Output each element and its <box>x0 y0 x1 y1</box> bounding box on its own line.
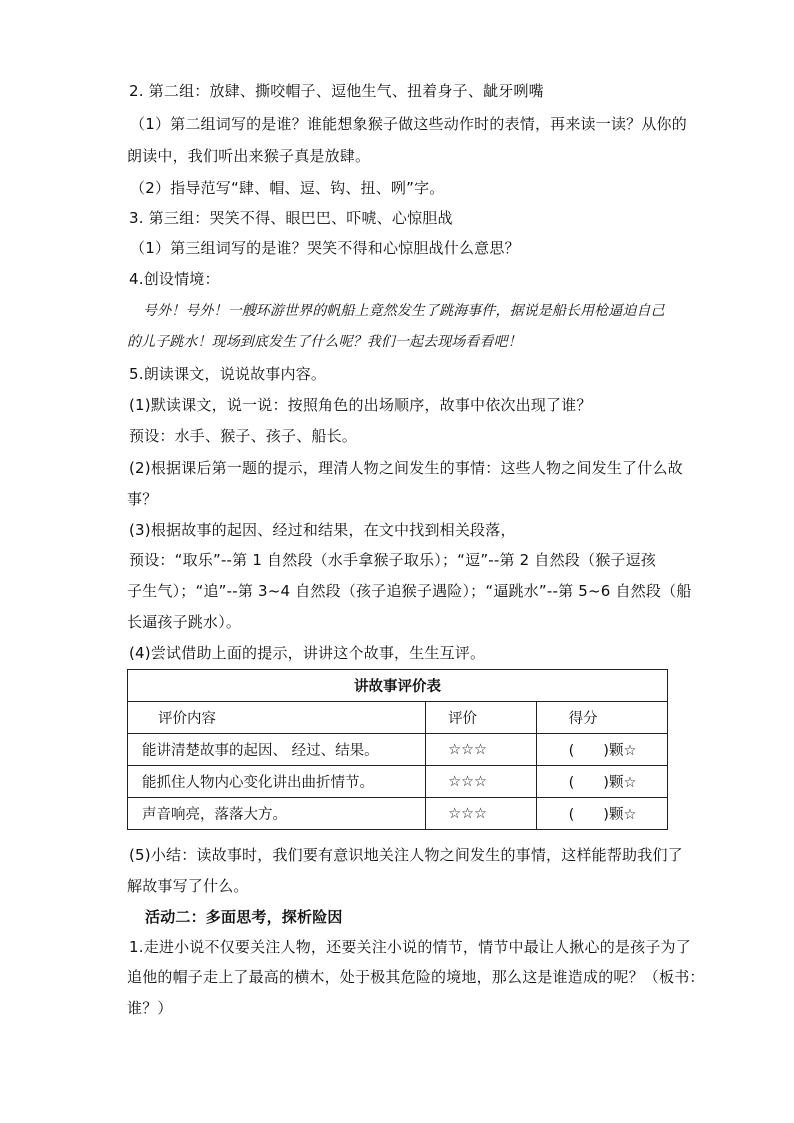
paragraph-line: (1)默读课文，说一说：按照角色的出场顺序，故事中依次出现了谁？ <box>129 396 592 414</box>
star-rating: ☆☆☆ <box>426 734 537 766</box>
table-cell: 能抓住人物内心变化讲出曲折情节。 <box>128 766 426 798</box>
section-heading: 5.朗读课文，说说故事内容。 <box>129 365 327 383</box>
table-header-cell: 得分 <box>536 702 667 734</box>
paragraph-line: (4)尝试借助上面的提示，讲讲这个故事，生生互评。 <box>129 644 486 662</box>
evaluation-table <box>127 669 668 830</box>
activity-heading: 活动二：多面思考，探析险因 <box>145 908 343 926</box>
table-header-cell: 评价内容 <box>128 702 426 734</box>
paragraph-line: 长逼孩子跳水）。 <box>127 613 242 631</box>
group3-heading: 3. 第三组：哭笑不得、眼巴巴、吓唬、心惊胆战 <box>129 209 453 227</box>
table-row <box>128 734 668 766</box>
score-cell: ( )颗☆ <box>536 766 667 798</box>
paragraph-line: (3)根据故事的起因、经过和结果，在文中找到相关段落， <box>129 521 516 539</box>
table-cell: 能讲清楚故事的起因、 经过、结果。 <box>128 734 426 766</box>
group2-heading: 2. 第二组：放肆、撕咬帽子、逗他生气、扭着身子、龇牙咧嘴 <box>129 82 544 100</box>
scenario-text-line: 的儿子跳水！现场到底发生了什么呢？我们一起去现场看看吧！ <box>127 334 522 350</box>
paragraph-line: 追他的帽子走上了最高的横木，处于极其危险的境地，那么这是谁造成的呢？（板书： <box>127 968 705 986</box>
table-row <box>128 766 668 798</box>
paragraph-line: （1）第二组词写的是谁？谁能想象猴子做这些动作时的表情，再来读一读？从你的 <box>130 115 687 133</box>
table-row <box>128 798 668 830</box>
paragraph-line: 1.走进小说不仅要关注人物，还要关注小说的情节，情节中最让人揪心的是孩子为了 <box>129 938 691 956</box>
paragraph-line: 事？ <box>127 490 158 508</box>
paragraph-line: (2)根据课后第一题的提示，理清人物之间发生的事情：这些人物之间发生了什么故 <box>129 459 683 477</box>
star-rating: ☆☆☆ <box>426 798 537 830</box>
table-title: 讲故事评价表 <box>128 670 668 702</box>
paragraph-line: 谁？） <box>127 999 173 1017</box>
paragraph-line: (5)小结：读故事时，我们要有意识地关注人物之间发生的事情，这样能帮助我们了 <box>129 846 683 864</box>
paragraph-line: 解故事写了什么。 <box>127 877 249 895</box>
paragraph-line: 朗读中，我们听出来猴子真是放肆。 <box>127 147 371 165</box>
paragraph-line: 预设：水手、猴子、孩子、船长。 <box>129 427 358 445</box>
paragraph-line: 预设：“取乐”--第 1 自然段（水手拿猴子取乐）；“逗”--第 2 自然段（猴子逗孩 <box>129 551 656 569</box>
scenario-heading: 4.创设情境： <box>129 270 220 288</box>
score-cell: ( )颗☆ <box>536 734 667 766</box>
score-cell: ( )颗☆ <box>536 798 667 830</box>
paragraph-line: （1）第三组词写的是谁？哭笑不得和心惊胆战什么意思？ <box>130 239 520 257</box>
paragraph-line: 子生气）；“追”--第 3~4 自然段（孩子追猴子遇险）；“逼跳水”--第 5~6 自然段（船 <box>127 582 692 600</box>
scenario-text-line: 号外！号外！一艘环游世界的帆船上竟然发生了跳海事件，据说是船长用枪逼迫自己 <box>143 303 665 319</box>
table-header-cell: 评价 <box>426 702 537 734</box>
table-cell: 声音响亮，落落大方。 <box>128 798 426 830</box>
star-rating: ☆☆☆ <box>426 766 537 798</box>
paragraph-line: （2）指导范写“肆、帽、逗、钩、扭、咧”字。 <box>130 179 445 197</box>
table-header-row <box>128 702 668 734</box>
